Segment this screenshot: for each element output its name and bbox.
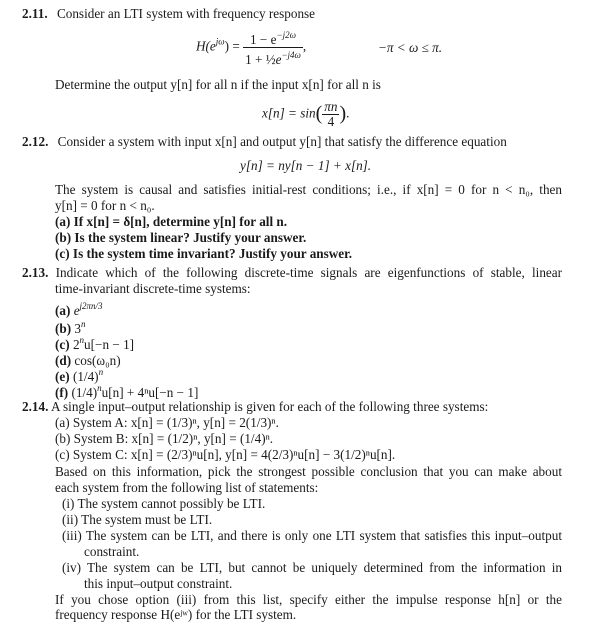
problem-intro: A single input–output relationship is given for each of the following three systems: xyxy=(50,399,489,414)
problem-2-13-header xyxy=(22,265,562,281)
part-c: (c) Is the system time invariant? Justify your answer. xyxy=(55,246,353,261)
statement-iv-line1: (iv) The system can be LTI, but cannot be uniquely determined from the information in xyxy=(62,560,562,575)
problem-2-14-header xyxy=(22,399,488,415)
item-sup: n xyxy=(98,367,104,377)
item-tail: u[−n − 1] xyxy=(84,337,135,352)
input-num: πn xyxy=(324,99,338,114)
item-label: (d) xyxy=(55,353,72,368)
item-base: cos(ω₀n) xyxy=(74,353,121,368)
problem-number: 2.11. xyxy=(22,6,48,21)
item-sup: n xyxy=(81,319,86,329)
item-sup: n xyxy=(97,383,102,393)
item-label: (c) xyxy=(55,337,70,352)
input-lhs: x[n] = sin xyxy=(262,105,316,121)
final-line1: If you chose option (iii) from this list, specify either the impulse response h[n] or the xyxy=(55,592,562,607)
problem-2-11-question: Determine the output y[n] for all n if the input x[n] for all n is xyxy=(55,77,381,92)
system-b: (b) System B: x[n] = (1/2)ⁿ, y[n] = (1/4)ⁿ. xyxy=(55,431,274,446)
numerator-sup: −j2ω xyxy=(276,30,296,40)
initial-rest-line1: The system is causal and satisfies initial-rest conditions; i.e., if x[n] = 0 for n < n₀, then xyxy=(55,182,562,197)
problem-number: 2.12. xyxy=(22,134,49,149)
problem-2-12-header xyxy=(22,134,507,150)
problem-line1: Indicate which of the following discrete-time signals are eigenfunctions of stable, linear xyxy=(55,265,563,280)
item-sup: j2πn/3 xyxy=(79,301,103,311)
fraction-numerator: 1 − e xyxy=(250,32,277,47)
H-label: H(e xyxy=(196,38,216,54)
problem-2-13-line2: time-invariant discrete-time systems: xyxy=(55,281,251,296)
item-label: (e) xyxy=(55,369,70,384)
item-label: (f) xyxy=(55,385,69,400)
item-base: e xyxy=(73,303,80,318)
item-label: (b) xyxy=(55,321,72,336)
input-equation: x[n] = sin( $\frac{\pi n}{4}$ ). xyxy=(262,99,350,129)
statement-iii-line2: constraint. xyxy=(84,544,140,559)
item-tail: u[n] + 4ⁿu[−n − 1] xyxy=(101,385,199,400)
problem-number: 2.13. xyxy=(22,265,49,280)
H-tail: ) = xyxy=(224,38,240,54)
denominator-half: ½ xyxy=(265,52,276,67)
item-base: (1/4) xyxy=(72,369,99,384)
part-b: (b) Is the system linear? Justify your answer. xyxy=(55,230,307,245)
H-sup: jω xyxy=(215,36,225,47)
omega-range: −π < ω ≤ π. xyxy=(378,40,443,55)
equation-comma: , xyxy=(302,38,307,54)
frequency-response-equation xyxy=(196,28,306,67)
item-label: (a) xyxy=(55,303,71,318)
statement-iii-line1: (iii) The system can be LTI, and there is only one LTI system that satisfies this input–output xyxy=(62,528,562,543)
based-line1: Based on this information, pick the strongest possible conclusion that you can make about xyxy=(55,464,562,479)
input-fraction xyxy=(322,100,339,129)
denominator-sup: −j4ω xyxy=(281,50,301,60)
initial-rest-line2: y[n] = 0 for n < n₀. xyxy=(55,198,155,213)
problem-2-11-header xyxy=(22,6,315,22)
difference-equation: y[n] = ny[n − 1] + x[n]. xyxy=(240,158,372,173)
final-line2: frequency response H(eʲʷ) for the LTI system. xyxy=(55,607,297,622)
input-den: 4 xyxy=(327,114,335,129)
input-end: . xyxy=(346,105,350,121)
item-base: (1/4) xyxy=(71,385,98,400)
H-fraction xyxy=(243,28,303,67)
statement-i: (i) The system cannot possibly be LTI. xyxy=(62,496,266,511)
part-a: (a) If x[n] = δ[n], determine y[n] for all n. xyxy=(55,214,288,229)
problem-intro: Consider an LTI system with frequency response xyxy=(56,6,316,21)
statement-ii: (ii) The system must be LTI. xyxy=(62,512,213,527)
denominator-a: 1 + xyxy=(245,52,266,67)
denominator-b: e xyxy=(275,52,282,67)
system-a: (a) System A: x[n] = (1/3)ⁿ, y[n] = 2(1/3)ⁿ. xyxy=(55,415,279,430)
statement-iv-line2: this input–output constraint. xyxy=(84,576,233,591)
system-c: (c) System C: x[n] = (2/3)ⁿu[n], y[n] = 4(2/3)ⁿu[n] − 3(1/2)ⁿu[n]. xyxy=(55,447,396,462)
problem-number: 2.14. xyxy=(22,399,49,414)
item-base: 2 xyxy=(72,337,80,352)
problem-intro: Consider a system with input x[n] and output y[n] that satisfy the difference equation xyxy=(57,134,507,149)
based-line2: each system from the following list of statements: xyxy=(55,480,319,495)
item-sup: n xyxy=(79,335,85,345)
signal-item xyxy=(55,380,198,401)
item-base: 3 xyxy=(74,321,82,336)
